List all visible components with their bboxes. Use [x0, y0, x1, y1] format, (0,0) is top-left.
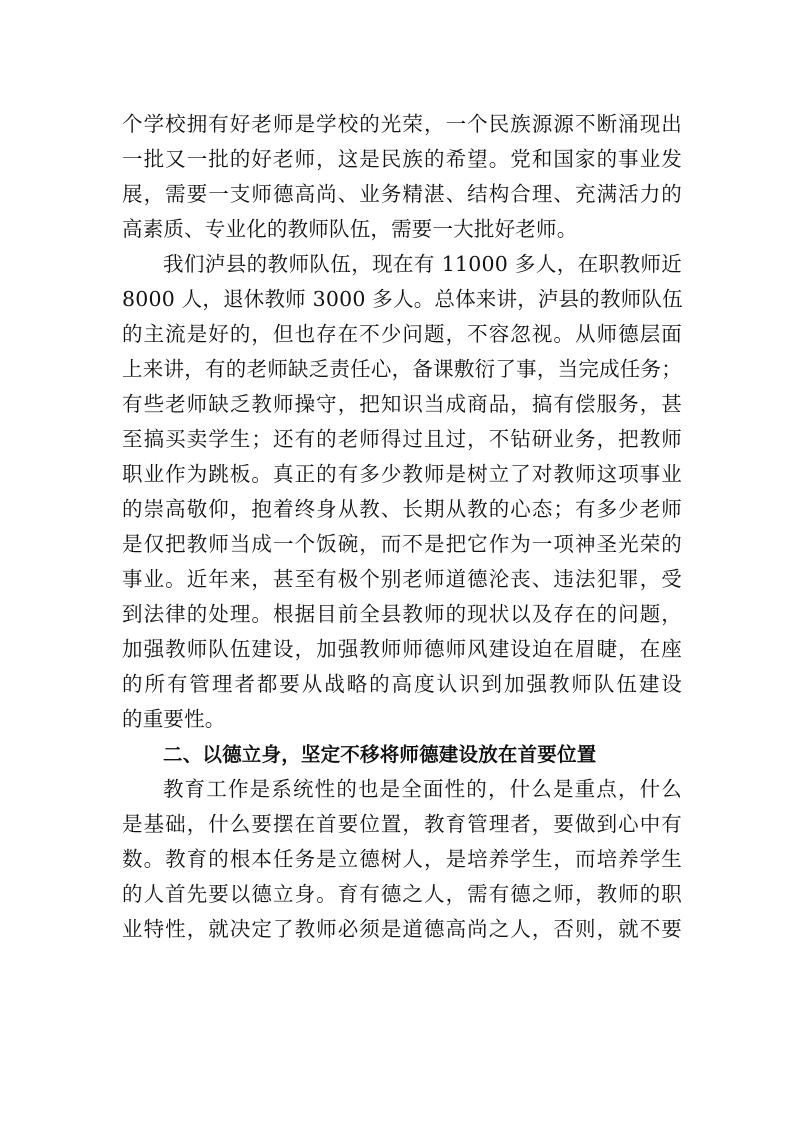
- text-line: 个学校拥有好老师是学校的光荣，一个民族源源不断涌现出: [122, 112, 682, 136]
- text-line: 8000 人，退休教师 3000 多人。总体来讲，泸县的教师队伍: [122, 287, 683, 311]
- text-line: 至搞买卖学生；还有的老师得过且过，不钻研业务，把教师: [122, 427, 682, 451]
- paragraph-luxian-teachers: [122, 247, 682, 737]
- text-line: 展，需要一支师德高尚、业务精湛、结构合理、充满活力的: [122, 182, 682, 206]
- text-line: 上来讲，有的老师缺乏责任心，备课敷衍了事，当完成任务；: [122, 357, 682, 381]
- text-line: 的重要性。: [122, 707, 226, 731]
- text-line: 的人首先要以德立身。育有德之人，需有德之师，教师的职: [122, 882, 682, 906]
- text-line: 职业作为跳板。真正的有多少教师是树立了对教师这项事业: [122, 462, 682, 486]
- paragraph-moral-education: [122, 772, 682, 947]
- text-line: 是仅把教师当成一个饭碗，而不是把它作为一项神圣光荣的: [122, 532, 682, 556]
- document-body: [122, 107, 682, 947]
- text-line: 有些老师缺乏教师操守，把知识当成商品，搞有偿服务，甚: [122, 392, 682, 416]
- text-line: 加强教师队伍建设，加强教师师德师风建设迫在眉睫，在座: [122, 637, 682, 661]
- text-line: 事业。近年来，甚至有极个别老师道德沦丧、违法犯罪，受: [122, 567, 682, 591]
- text-line: 是基础，什么要摆在首要位置，教育管理者，要做到心中有: [122, 812, 682, 836]
- text-line: 一批又一批的好老师，这是民族的希望。党和国家的事业发: [122, 147, 682, 171]
- text-line: 业特性，就决定了教师必须是道德高尚之人，否则，就不要: [122, 917, 682, 941]
- text-line: 数。教育的根本任务是立德树人，是培养学生，而培养学生: [122, 847, 682, 871]
- paragraph-teachers-hope: [122, 107, 682, 247]
- section-heading: [122, 737, 682, 772]
- text-line: 我们泸县的教师队伍，现在有 11000 多人，在职教师近: [163, 252, 682, 276]
- text-line: 的所有管理者都要从战略的高度认识到加强教师队伍建设: [122, 672, 682, 696]
- text-line: 教育工作是系统性的也是全面性的，什么是重点，什么: [163, 777, 682, 801]
- section-heading-text: 二、以德立身，坚定不移将师德建设放在首要位置: [163, 743, 597, 766]
- text-line: 的崇高敬仰，抱着终身从教、长期从教的心态；有多少老师: [122, 497, 682, 521]
- text-line: 的主流是好的，但也存在不少问题，不容忽视。从师德层面: [122, 322, 682, 346]
- text-line: 到法律的处理。根据目前全县教师的现状以及存在的问题，: [122, 602, 682, 626]
- text-line: 高素质、专业化的教师队伍，需要一大批好老师。: [122, 217, 578, 241]
